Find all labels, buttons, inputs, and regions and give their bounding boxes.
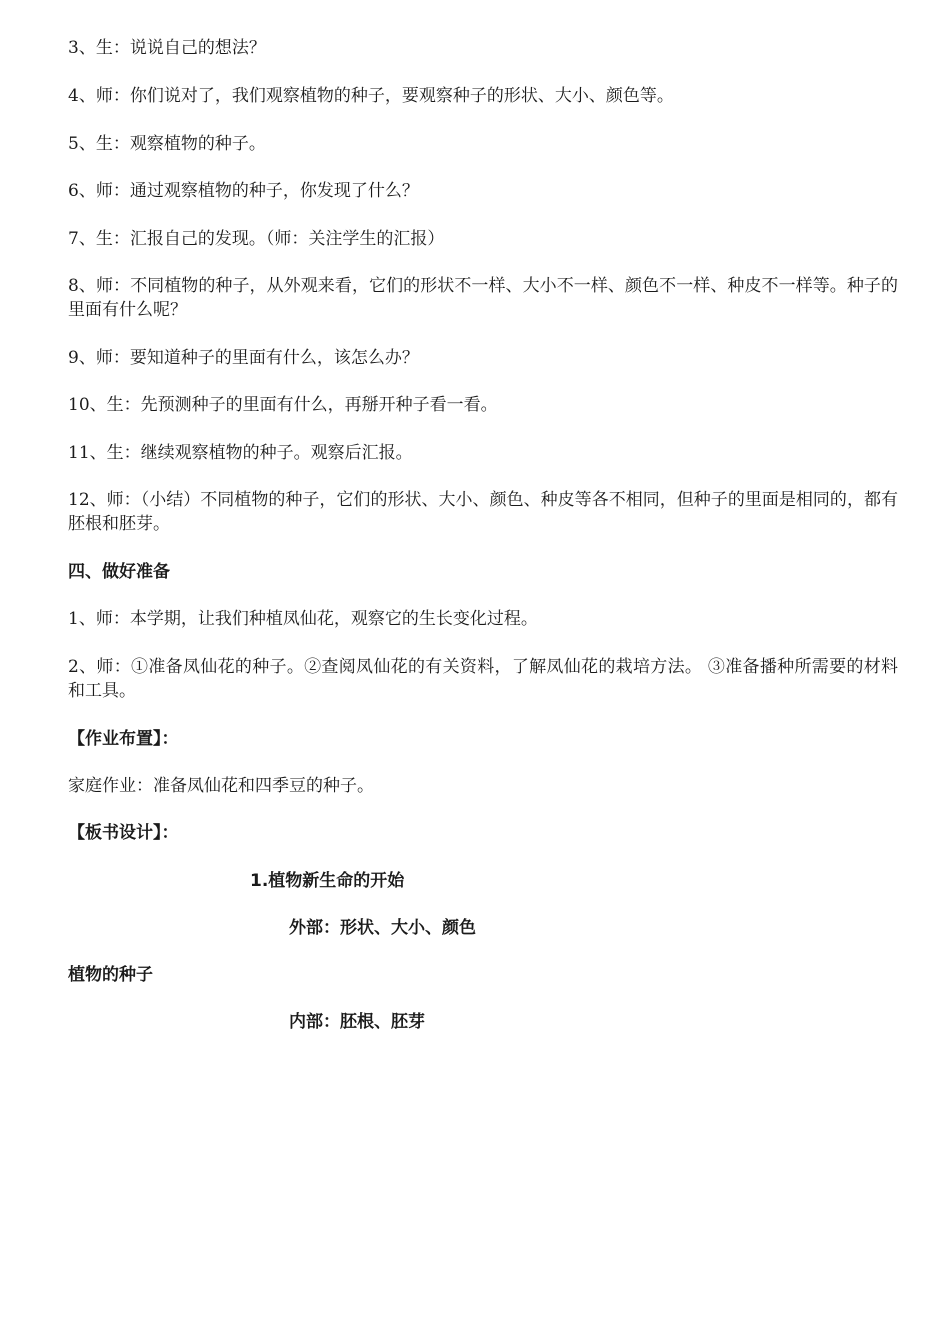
paragraph-7: 7、生：汇报自己的发现。（师：关注学生的汇报） [68, 229, 445, 249]
paragraph-4: 4、师：你们说对了，我们观察植物的种子，要观察种子的形状、大小、颜色等。 [68, 86, 674, 106]
board-external: 外部：形状、大小、颜色 [289, 918, 476, 938]
homework-heading: 【作业布置】： [68, 729, 179, 749]
paragraph-12: 12、师：（小结）不同植物的种子，它们的形状、大小、颜色、种皮等各不相同，但种子的里面是相同的，都有胚根和胚芽。 [68, 490, 898, 534]
paragraph-3: 3、生：说说自己的想法？ [68, 38, 266, 58]
homework-text: 家庭作业：准备凤仙花和四季豆的种子。 [68, 776, 374, 796]
board-subject: 植物的种子 [68, 965, 153, 985]
section-heading: 四、做好准备 [68, 562, 170, 582]
paragraph-8: 8、师：不同植物的种子，从外观来看，它们的形状不一样、大小不一样、颜色不一样、种皮不一样等。种子的里面有什么呢？ [68, 276, 898, 320]
prep-item-1: 1、师：本学期，让我们种植凤仙花，观察它的生长变化过程。 [68, 609, 538, 629]
paragraph-11: 11、生：继续观察植物的种子。观察后汇报。 [68, 443, 413, 463]
board-internal: 内部：胚根、胚芽 [289, 1012, 425, 1032]
board-title: 1.植物新生命的开始 [250, 871, 405, 891]
board-heading: 【板书设计】： [68, 823, 179, 843]
paragraph-10: 10、生：先预测种子的里面有什么，再掰开种子看一看。 [68, 395, 498, 415]
paragraph-6: 6、师：通过观察植物的种子，你发现了什么？ [68, 181, 419, 201]
paragraph-5: 5、生：观察植物的种子。 [68, 134, 266, 154]
prep-item-2: 2、师：①准备凤仙花的种子。②查阅凤仙花的有关资料，了解凤仙花的栽培方法。 ③准备播种所需要的材料和工具。 [68, 657, 898, 701]
paragraph-9: 9、师：要知道种子的里面有什么，该怎么办？ [68, 348, 419, 368]
